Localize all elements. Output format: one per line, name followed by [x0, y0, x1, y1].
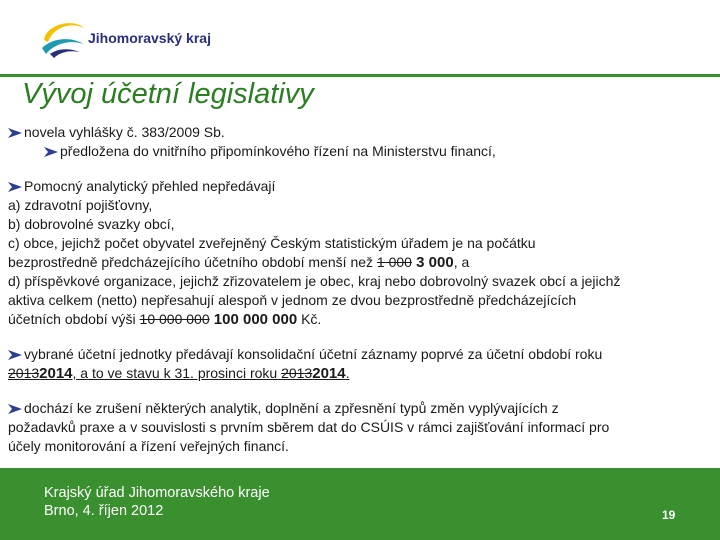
- bullet-1-sub-text: předložena do vnitřního připomínkového řízení na Ministerstvu financí,: [60, 143, 496, 159]
- bullet-3-line2: [8, 364, 708, 383]
- bullet-1: [8, 123, 708, 142]
- bullet-1-text: novela vyhlášky č. 383/2009 Sb.: [24, 124, 225, 140]
- footer-date: Brno, 4. říjen 2012: [44, 503, 164, 519]
- slide-body: [8, 123, 708, 456]
- deleted-value: 1 000: [376, 254, 412, 270]
- item-d-end: Kč.: [297, 311, 322, 327]
- item-a: a) zdravotní pojišťovny,: [8, 197, 153, 213]
- deleted-year: 2013: [281, 365, 313, 381]
- inserted-year: 2014: [312, 365, 346, 382]
- logo: [40, 16, 260, 58]
- logo-text: Jihomoravský kraj: [88, 30, 211, 46]
- bullet-4-line3: účely monitorování a řízení veřejných financí.: [8, 438, 289, 454]
- footer-text: [44, 484, 270, 520]
- bullet-3-end: .: [345, 365, 350, 381]
- page-number: 19: [662, 508, 676, 522]
- deleted-year: 2013: [8, 365, 40, 381]
- region-logo-icon: [40, 16, 86, 58]
- inserted-value: 100 000 000: [209, 311, 298, 328]
- header: [0, 0, 720, 74]
- bullet-3: [8, 345, 708, 364]
- item-c-end: , a: [453, 254, 470, 270]
- page-title: Vývoj účetní legislativy: [22, 78, 314, 110]
- item-d-line2: aktiva celkem (netto) nepřesahují alespoň v jednom ze dvou bezprostředně předcházejících: [8, 292, 577, 308]
- arrow-bullet-icon: [44, 147, 60, 157]
- item-c-text: bezprostředně předcházejícího účetního období menší než: [8, 254, 377, 270]
- item-d-text: účetních období výši: [8, 311, 140, 327]
- footer: [0, 468, 720, 540]
- bullet-4-text: dochází ke zrušení některých analytik, doplnění a zpřesnění typů změn vyplývajících z: [24, 400, 559, 416]
- arrow-bullet-icon: [8, 128, 24, 138]
- deleted-value: 10 000 000: [139, 311, 210, 327]
- inserted-value: 3 000: [411, 254, 454, 271]
- bullet-4-line2: požadavků praxe a v souvislosti s prvním sběrem dat do CSÚIS v rámci zajišťování informací pro: [8, 419, 610, 435]
- arrow-bullet-icon: [8, 350, 24, 360]
- item-c-line1: c) obce, jejichž počet obyvatel zveřejněný Českým statistickým úřadem je na počátku: [8, 235, 536, 251]
- footer-organization: Krajský úřad Jihomoravského kraje: [44, 485, 270, 501]
- bullet-3-text: vybrané účetní jednotky předávají konsolidační účetní záznamy poprvé za účetní období roku: [24, 346, 603, 362]
- item-c-line2: [8, 253, 708, 272]
- item-d-line1: d) příspěvkové organizace, jejichž zřizovatelem je obec, kraj nebo dobrovolný svazek obcí a jejichž: [8, 273, 621, 289]
- inserted-year: 2014: [39, 365, 73, 382]
- item-d-line3: [8, 310, 708, 329]
- header-divider: [0, 74, 720, 77]
- bullet-2: [8, 177, 708, 196]
- bullet-1-sub: [8, 142, 708, 161]
- arrow-bullet-icon: [8, 182, 24, 192]
- bullet-4: [8, 399, 708, 418]
- arrow-bullet-icon: [8, 404, 24, 414]
- bullet-3-text-mid: , a to ve stavu k 31. prosinci roku: [72, 365, 282, 381]
- bullet-2-text: Pomocný analytický přehled nepředávají: [24, 178, 276, 194]
- item-b: b) dobrovolné svazky obcí,: [8, 216, 175, 232]
